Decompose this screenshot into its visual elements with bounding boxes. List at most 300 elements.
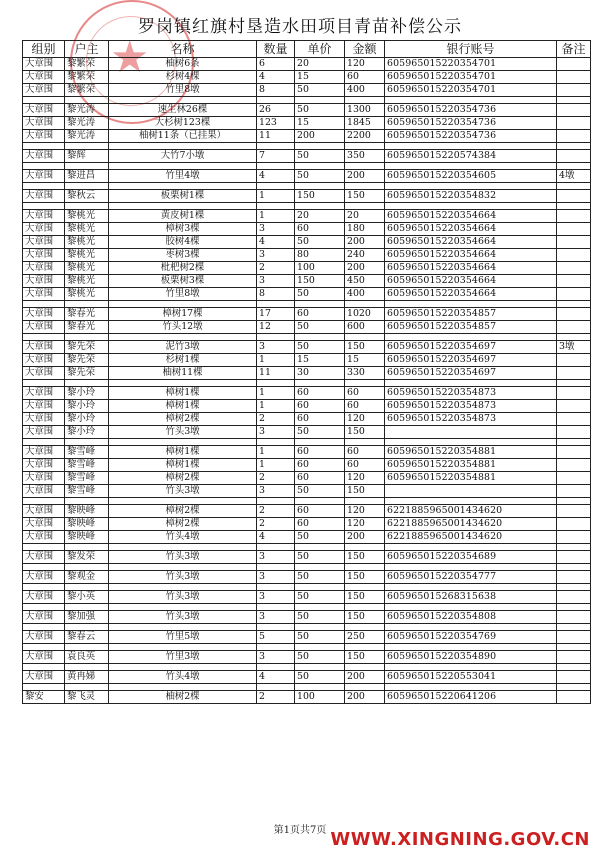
amount-cell: 2200 [345,130,385,143]
bank-account-cell: 605965015220641206 [385,691,557,704]
unit-price-cell: 50 [295,84,345,97]
header-group: 组别 [23,41,65,58]
owner-cell: 黎辉 [65,150,109,163]
spacer-cell [345,439,385,446]
spacer-cell [385,97,557,104]
remarks-cell [557,104,591,117]
bank-account-cell: 605965015220553041 [385,671,557,684]
spacer-cell [65,334,109,341]
remarks-cell: 4墩 [557,170,591,183]
unit-price-cell: 50 [295,531,345,544]
table-row [23,104,591,117]
spacer-cell [109,334,257,341]
owner-cell: 黎春光 [65,308,109,321]
group-cell: 大章围 [23,426,65,439]
quantity-cell: 4 [257,671,295,684]
amount-cell: 150 [345,551,385,564]
bank-account-cell: 605965015220354873 [385,400,557,413]
table-spacer-row [23,143,591,150]
item-name-cell: 胶树4棵 [109,236,257,249]
owner-cell: 黎飞灵 [65,691,109,704]
remarks-cell [557,459,591,472]
quantity-cell: 4 [257,236,295,249]
group-cell: 大章围 [23,130,65,143]
spacer-cell [65,439,109,446]
table-row [23,671,591,684]
unit-price-cell: 60 [295,308,345,321]
unit-price-cell: 50 [295,150,345,163]
spacer-cell [65,97,109,104]
table-row [23,150,591,163]
owner-cell: 黎秋云 [65,190,109,203]
item-name-cell: 板栗树1棵 [109,190,257,203]
group-cell: 大章围 [23,551,65,564]
item-name-cell: 樟树3棵 [109,223,257,236]
unit-price-cell: 50 [295,611,345,624]
amount-cell: 150 [345,485,385,498]
table-row [23,571,591,584]
spacer-cell [23,203,65,210]
owner-cell: 黎春云 [65,631,109,644]
table-row [23,275,591,288]
group-cell: 大章围 [23,117,65,130]
bank-account-cell: 6221885965001434620 [385,518,557,531]
spacer-cell [557,97,591,104]
table-spacer-row [23,97,591,104]
spacer-cell [295,564,345,571]
table-row [23,190,591,203]
remarks-cell [557,671,591,684]
amount-cell: 600 [345,321,385,334]
spacer-cell [345,163,385,170]
unit-price-cell: 50 [295,571,345,584]
spacer-cell [257,624,295,631]
table-row [23,321,591,334]
remarks-cell [557,505,591,518]
unit-price-cell: 50 [295,236,345,249]
owner-cell: 黎桃光 [65,288,109,301]
table-header-row [23,41,591,58]
owner-cell: 黄冉娣 [65,671,109,684]
spacer-cell [257,163,295,170]
owner-cell: 黎发荣 [65,551,109,564]
group-cell: 大章围 [23,531,65,544]
amount-cell: 1845 [345,117,385,130]
table-spacer-row [23,644,591,651]
table-spacer-row [23,584,591,591]
spacer-cell [65,664,109,671]
group-cell: 大章围 [23,485,65,498]
owner-cell: 黎繁荣 [65,84,109,97]
owner-cell: 黎映峰 [65,531,109,544]
spacer-cell [385,439,557,446]
table-row [23,236,591,249]
spacer-cell [65,143,109,150]
quantity-cell: 3 [257,341,295,354]
remarks-cell [557,413,591,426]
quantity-cell: 1 [257,446,295,459]
spacer-cell [557,664,591,671]
spacer-cell [23,684,65,691]
amount-cell: 120 [345,518,385,531]
spacer-cell [257,334,295,341]
table-row [23,170,591,183]
item-name-cell: 竹头4墩 [109,531,257,544]
spacer-cell [109,380,257,387]
quantity-cell: 1 [257,459,295,472]
spacer-cell [295,301,345,308]
remarks-cell [557,387,591,400]
header-unit-price: 单价 [295,41,345,58]
unit-price-cell: 150 [295,275,345,288]
group-cell: 大章围 [23,104,65,117]
remarks-cell [557,367,591,380]
remarks-cell [557,551,591,564]
spacer-cell [385,664,557,671]
header-quantity: 数量 [257,41,295,58]
bank-account-cell: 605965015220354881 [385,459,557,472]
amount-cell: 150 [345,651,385,664]
owner-cell: 黎光涛 [65,104,109,117]
table-row [23,531,591,544]
table-spacer-row [23,604,591,611]
quantity-cell: 1 [257,354,295,367]
group-cell: 大章围 [23,321,65,334]
bank-account-cell: 605965015220354881 [385,446,557,459]
remarks-cell: 3墩 [557,341,591,354]
spacer-cell [385,203,557,210]
spacer-cell [295,439,345,446]
owner-cell: 黎光涛 [65,130,109,143]
spacer-cell [257,564,295,571]
item-name-cell: 速生林26棵 [109,104,257,117]
remarks-cell [557,518,591,531]
amount-cell: 1020 [345,308,385,321]
item-name-cell: 大竹7小墩 [109,150,257,163]
quantity-cell: 123 [257,117,295,130]
bank-account-cell: 605965015220574384 [385,150,557,163]
remarks-cell [557,321,591,334]
item-name-cell: 竹头3墩 [109,551,257,564]
group-cell: 大章围 [23,472,65,485]
item-name-cell: 柚树6条 [109,58,257,71]
spacer-cell [385,624,557,631]
item-name-cell: 竹头3墩 [109,611,257,624]
spacer-cell [65,203,109,210]
item-name-cell: 竹头4墩 [109,671,257,684]
table-row [23,288,591,301]
quantity-cell: 2 [257,472,295,485]
group-cell: 大章围 [23,611,65,624]
bank-account-cell: 6221885965001434620 [385,505,557,518]
spacer-cell [295,183,345,190]
unit-price-cell: 150 [295,190,345,203]
spacer-cell [345,684,385,691]
item-name-cell: 枣树3棵 [109,249,257,262]
table-row [23,400,591,413]
group-cell: 大章围 [23,236,65,249]
spacer-cell [109,439,257,446]
group-cell: 大章围 [23,262,65,275]
spacer-cell [295,380,345,387]
amount-cell: 120 [345,413,385,426]
group-cell: 大章围 [23,58,65,71]
item-name-cell: 樟树2棵 [109,472,257,485]
quantity-cell: 8 [257,288,295,301]
bank-account-cell: 605965015220354689 [385,551,557,564]
item-name-cell: 樟树2棵 [109,413,257,426]
remarks-cell [557,210,591,223]
amount-cell: 200 [345,262,385,275]
spacer-cell [257,604,295,611]
bank-account-cell: 605965015220354697 [385,367,557,380]
spacer-cell [65,380,109,387]
spacer-cell [257,97,295,104]
page-footer: 第1页共7页 [273,825,327,836]
owner-cell: 黎映峰 [65,518,109,531]
item-name-cell: 樟树2棵 [109,505,257,518]
remarks-cell [557,400,591,413]
unit-price-cell: 50 [295,485,345,498]
spacer-cell [557,439,591,446]
item-name-cell: 板栗树3棵 [109,275,257,288]
item-name-cell: 柚树2棵 [109,691,257,704]
quantity-cell: 1 [257,387,295,400]
table-spacer-row [23,334,591,341]
item-name-cell: 竹里8墩 [109,288,257,301]
group-cell: 大章围 [23,387,65,400]
table-row [23,117,591,130]
amount-cell: 150 [345,591,385,604]
unit-price-cell: 50 [295,651,345,664]
spacer-cell [345,97,385,104]
group-cell: 大章围 [23,210,65,223]
bank-account-cell: 605965015220354857 [385,308,557,321]
header-amount: 金额 [345,41,385,58]
table-row [23,551,591,564]
item-name-cell: 竹里3墩 [109,651,257,664]
remarks-cell [557,426,591,439]
amount-cell: 250 [345,631,385,644]
quantity-cell: 2 [257,413,295,426]
spacer-cell [385,334,557,341]
group-cell: 大章围 [23,591,65,604]
remarks-cell [557,446,591,459]
table-row [23,446,591,459]
unit-price-cell: 50 [295,104,345,117]
spacer-cell [385,564,557,571]
table-spacer-row [23,203,591,210]
remarks-cell [557,591,591,604]
owner-cell: 黎雪峰 [65,459,109,472]
table-row [23,591,591,604]
spacer-cell [65,564,109,571]
owner-cell: 黎桃光 [65,262,109,275]
amount-cell: 200 [345,691,385,704]
remarks-cell [557,236,591,249]
remarks-cell [557,691,591,704]
spacer-cell [557,203,591,210]
group-cell: 大章围 [23,150,65,163]
seal-star-icon: ★ [110,32,150,83]
bank-account-cell: 605965015220354736 [385,117,557,130]
spacer-cell [109,584,257,591]
item-name-cell: 樟树1棵 [109,459,257,472]
owner-cell: 黎先荣 [65,354,109,367]
spacer-cell [109,183,257,190]
group-cell: 大章围 [23,341,65,354]
table-row [23,631,591,644]
amount-cell: 240 [345,249,385,262]
bank-account-cell: 605965015268315638 [385,591,557,604]
owner-cell: 黎雪峰 [65,485,109,498]
spacer-cell [295,203,345,210]
bank-account-cell: 605965015220354697 [385,341,557,354]
owner-cell: 黎春光 [65,321,109,334]
spacer-cell [557,301,591,308]
spacer-cell [257,664,295,671]
amount-cell: 60 [345,387,385,400]
spacer-cell [257,439,295,446]
table-row [23,354,591,367]
spacer-cell [65,163,109,170]
table-row [23,518,591,531]
unit-price-cell: 60 [295,446,345,459]
spacer-cell [65,604,109,611]
spacer-cell [345,584,385,591]
table-spacer-row [23,684,591,691]
owner-cell: 黎雪峰 [65,472,109,485]
amount-cell: 150 [345,611,385,624]
spacer-cell [109,203,257,210]
spacer-cell [345,544,385,551]
remarks-cell [557,190,591,203]
amount-cell: 60 [345,459,385,472]
bank-account-cell: 605965015220354701 [385,71,557,84]
quantity-cell: 2 [257,262,295,275]
table-row [23,505,591,518]
spacer-cell [23,584,65,591]
unit-price-cell: 50 [295,591,345,604]
group-cell: 大章围 [23,631,65,644]
spacer-cell [557,380,591,387]
owner-cell: 黎映峰 [65,505,109,518]
bank-account-cell: 6221885965001434620 [385,531,557,544]
table-row [23,611,591,624]
table-row [23,387,591,400]
remarks-cell [557,130,591,143]
amount-cell: 400 [345,288,385,301]
spacer-cell [295,334,345,341]
spacer-cell [385,183,557,190]
bank-account-cell: 605965015220354890 [385,651,557,664]
owner-cell: 黎光涛 [65,117,109,130]
spacer-cell [257,544,295,551]
table-row [23,426,591,439]
site-watermark: WWW.XINGNING.GOV.CN [330,829,590,850]
bank-account-cell: 605965015220354769 [385,631,557,644]
group-cell: 大章围 [23,288,65,301]
bank-account-cell: 605965015220354664 [385,275,557,288]
remarks-cell [557,531,591,544]
spacer-cell [23,183,65,190]
unit-price-cell: 60 [295,400,345,413]
remarks-cell [557,472,591,485]
remarks-cell [557,249,591,262]
quantity-cell: 3 [257,426,295,439]
unit-price-cell: 60 [295,472,345,485]
spacer-cell [109,97,257,104]
header-remarks: 备注 [557,41,591,58]
remarks-cell [557,354,591,367]
spacer-cell [345,644,385,651]
table-body [23,58,591,704]
quantity-cell: 1 [257,400,295,413]
item-name-cell: 大杉树123棵 [109,117,257,130]
quantity-cell: 26 [257,104,295,117]
quantity-cell: 3 [257,571,295,584]
unit-price-cell: 50 [295,288,345,301]
spacer-cell [557,544,591,551]
table-spacer-row [23,380,591,387]
unit-price-cell: 20 [295,210,345,223]
amount-cell: 150 [345,571,385,584]
bank-account-cell: 605965015220354697 [385,354,557,367]
item-name-cell: 竹头3墩 [109,426,257,439]
owner-cell: 黎桃光 [65,210,109,223]
spacer-cell [385,644,557,651]
spacer-cell [65,498,109,505]
spacer-cell [557,604,591,611]
table-row [23,71,591,84]
item-name-cell: 杉树4棵 [109,71,257,84]
group-cell: 大章围 [23,190,65,203]
owner-cell: 黎小玲 [65,426,109,439]
amount-cell: 150 [345,190,385,203]
quantity-cell: 7 [257,150,295,163]
spacer-cell [385,380,557,387]
spacer-cell [23,564,65,571]
bank-account-cell: 605965015220354736 [385,130,557,143]
spacer-cell [257,584,295,591]
spacer-cell [557,624,591,631]
spacer-cell [557,163,591,170]
spacer-cell [109,163,257,170]
group-cell: 大章围 [23,84,65,97]
spacer-cell [109,544,257,551]
spacer-cell [23,664,65,671]
unit-price-cell: 20 [295,58,345,71]
item-name-cell: 樟树17棵 [109,308,257,321]
item-name-cell: 泥竹3墩 [109,341,257,354]
remarks-cell [557,71,591,84]
table-spacer-row [23,183,591,190]
bank-account-cell: 605965015220354873 [385,413,557,426]
owner-cell: 黎桃光 [65,249,109,262]
unit-price-cell: 50 [295,631,345,644]
owner-cell: 黎先荣 [65,341,109,354]
spacer-cell [295,684,345,691]
spacer-cell [295,584,345,591]
spacer-cell [295,644,345,651]
amount-cell: 350 [345,150,385,163]
amount-cell: 60 [345,446,385,459]
table-row [23,210,591,223]
unit-price-cell: 50 [295,426,345,439]
amount-cell: 1300 [345,104,385,117]
table-spacer-row [23,564,591,571]
spacer-cell [257,301,295,308]
